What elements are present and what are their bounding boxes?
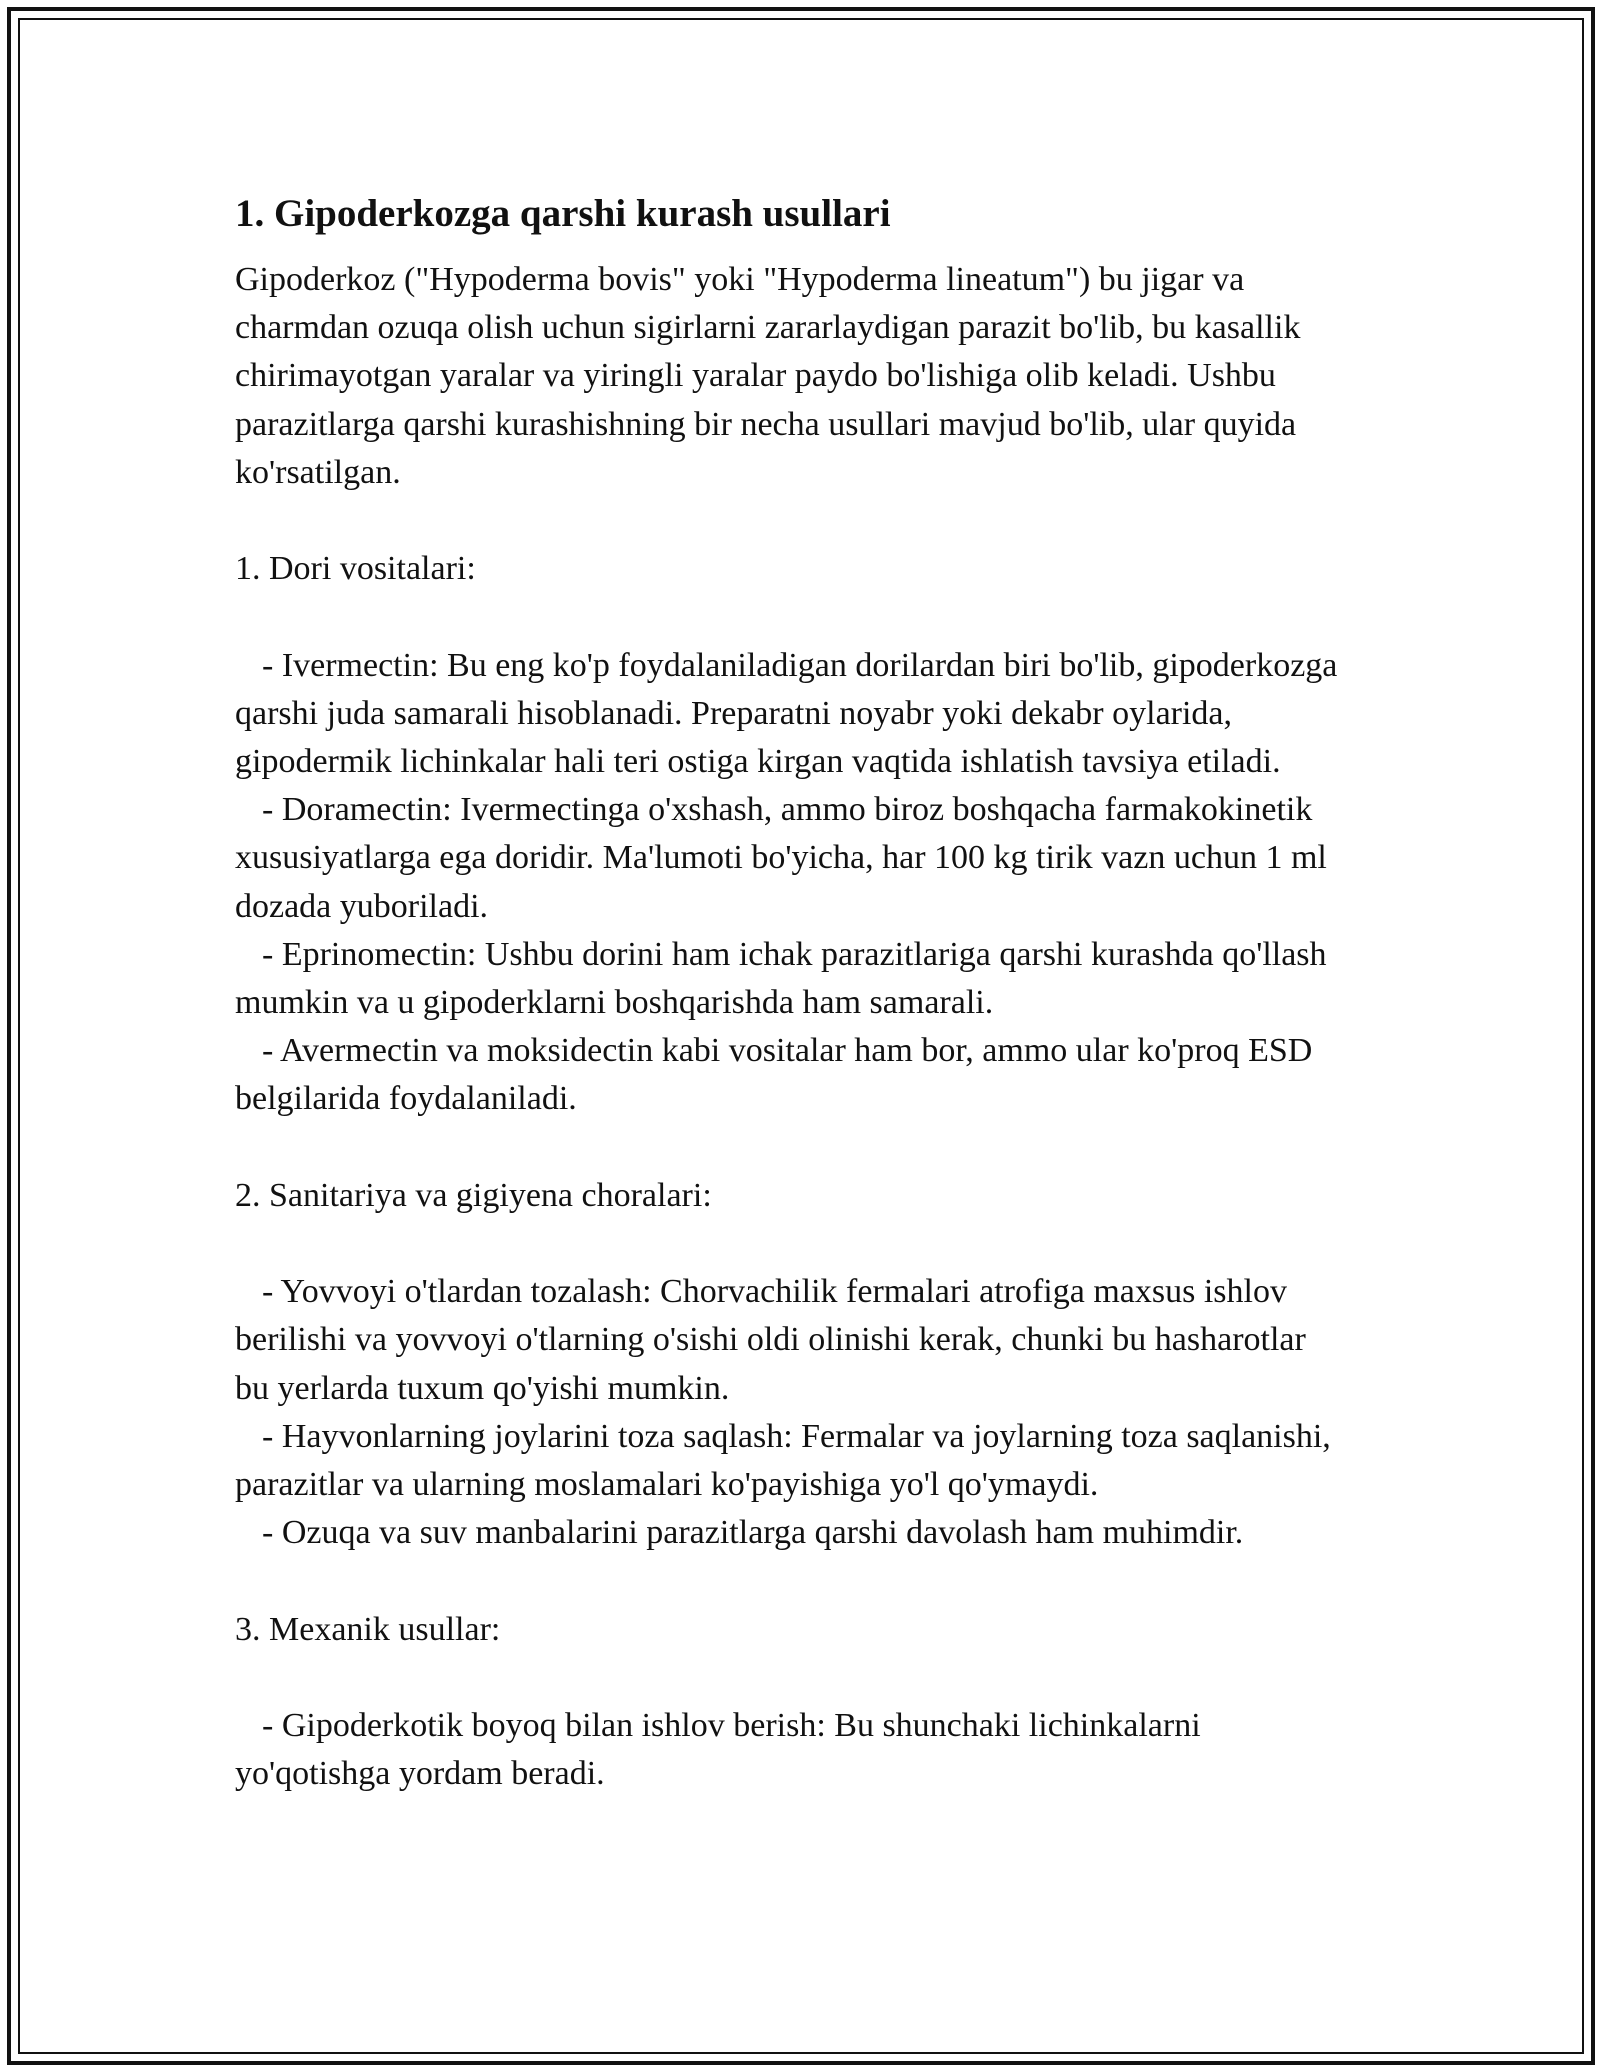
list-item-doramectin: - Doramectin: Ivermectinga o'xshash, ammo biroz boshqacha farmakokinetik xususiyatlarga ega doridir. Ma'lumoti bo'yicha, har 100 kg tirik vazn uchun 1 ml dozada yuboriladi. — [235, 791, 1327, 925]
section-heading-dori-vositalari: 1. Dori vositalari: — [235, 550, 476, 588]
list-item-hayvonlar-joylari: - Hayvonlarning joylarini toza saqlash: Fermalar va joylarning toza saqlanishi, parazitlar va ularning moslamalari ko'payishiga yo'l qo'ymaydi. — [235, 1417, 1331, 1504]
spacer — [235, 593, 1345, 641]
section-heading-sanitariya: 2. Sanitariya va gigiyena choralari: — [235, 1176, 712, 1214]
spacer — [235, 1557, 1345, 1605]
section-heading-mexanik-usullar: 3. Mexanik usullar: — [235, 1610, 501, 1648]
list-item-ozuqa-suv: - Ozuqa va suv manbalarini parazitlarga qarshi davolash ham muhimdir. — [262, 1514, 1244, 1552]
spacer — [235, 1124, 1345, 1172]
document-title: 1. Gipoderkozga qarshi kurash usullari — [235, 192, 891, 235]
spacer — [235, 1220, 1345, 1268]
spacer — [235, 1654, 1345, 1702]
spacer — [235, 497, 1345, 545]
list-item-avermectin: - Avermectin va moksidectin kabi vositalar ham bor, ammo ular ko'proq ESD belgilarida foydalaniladi. — [235, 1032, 1313, 1118]
list-item-boyoq: - Gipoderkotik boyoq bilan ishlov berish: Bu shunchaki lichinkalarni yo'qotishga yordam beradi. — [235, 1707, 1201, 1793]
document-body — [235, 186, 1345, 1798]
list-item-yovvoyi-otlar: - Yovvoyi o'tlardan tozalash: Chorvachilik fermalari atrofiga maxsus ishlov berilishi va yovvoyi o'tlarning o'sishi oldi olinishi kerak, chunki bu hasharotlar bu yerlarda tuxum qo'yishi mumkin. — [235, 1273, 1306, 1407]
list-item-eprinomectin: - Eprinomectin: Ushbu dorini ham ichak parazitlariga qarshi kurashda qo'llash mumkin va u gipoderklarni boshqarishda ham samarali. — [235, 935, 1327, 1022]
list-item-ivermectin: - Ivermectin: Bu eng ko'p foydalaniladigan dorilardan biri bo'lib, gipoderkozga qarshi juda samarali hisoblanadi. Preparatni noyabr yoki dekabr oylarida, gipodermik lichinkalar hali teri ostiga kirgan vaqtida ishlatish tavsiya etiladi. — [235, 646, 1338, 780]
intro-paragraph: Gipoderkoz ("Hypoderma bovis" yoki "Hypoderma lineatum") bu jigar va charmdan ozuqa olish uchun sigirlarni zararlaydigan parazit bo'lib, bu kasallik chirimayotgan yaralar va yiringli yaralar paydo bo'lishiga olib keladi. Ushbu parazitlarga qarshi kurashishning bir necha usullari mavjud bo'lib, ular quyida ko'rsatilgan. — [235, 261, 1301, 491]
